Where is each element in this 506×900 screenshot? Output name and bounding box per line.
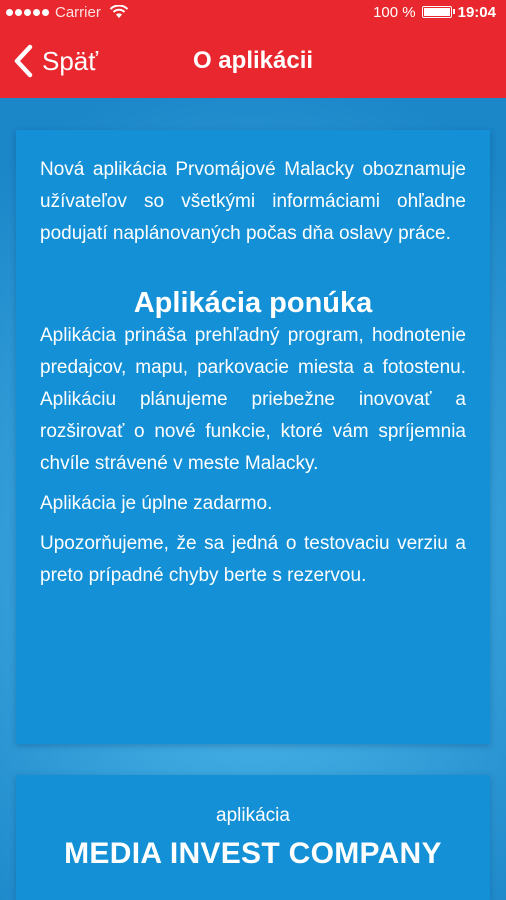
status-bar [0, 0, 506, 24]
back-button[interactable] [12, 24, 98, 98]
signal-strength-icon [6, 9, 49, 16]
free-notice-text: Aplikácia je úplne zadarmo. [40, 493, 273, 514]
wifi-icon [109, 5, 129, 19]
battery-icon [422, 6, 452, 18]
back-button-label: Späť [42, 45, 99, 76]
carrier-name: Carrier [55, 3, 101, 21]
battery-percentage: 100 % [373, 3, 416, 21]
intro-text: Nová aplikácia Prvomájové Malacky oboznamuje užívateľov so všetkými informáciami ohľadne podujatí naplánovaných počas dňa oslavy práce. [40, 159, 466, 244]
page-title: O aplikácii [192, 47, 314, 74]
section-heading: Aplikácia ponúka [133, 287, 373, 319]
about-card [16, 130, 490, 744]
company-name: MEDIA INVEST COMPANY [64, 837, 442, 870]
company-card [16, 775, 490, 900]
chevron-left-icon [12, 44, 34, 78]
navigation-bar [0, 24, 506, 98]
features-text: Aplikácia prináša prehľadný program, hodnotenie predajcov, mapu, parkovacie miesta a fotostenu. Aplikáciu plánujeme priebežne inovovať a rozširovať o nové funkcie, ktoré vám spríjemnia chvíle strávené v meste Malacky. [40, 325, 466, 474]
company-label: aplikácia [216, 805, 290, 826]
clock: 19:04 [457, 3, 496, 21]
beta-warning-text: Upozorňujeme, že sa jedná o testovaciu verziu a preto prípadné chyby berte s rezervou. [40, 533, 466, 586]
